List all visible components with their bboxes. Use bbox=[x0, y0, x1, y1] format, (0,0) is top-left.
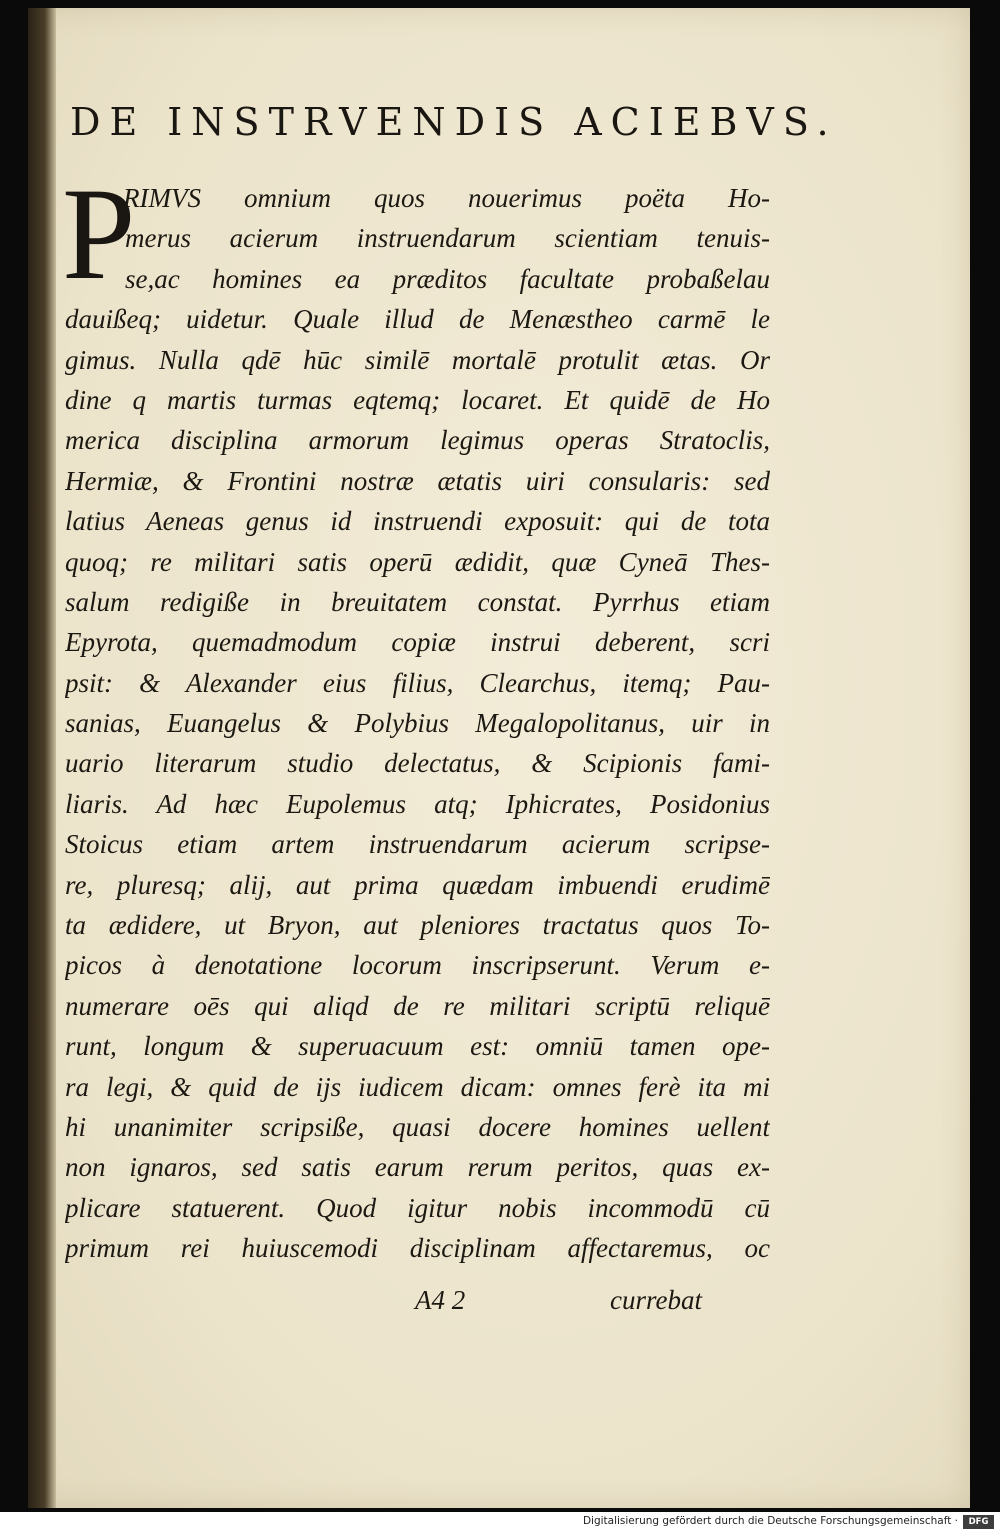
text-line: Stoicus etiam artem instruendarum acierum scripse- bbox=[65, 829, 770, 860]
text-line: sanias, Euangelus & Polybius Megalopolitanus, uir in bbox=[65, 708, 770, 739]
text-line: Epyrota, quemadmodum copiæ instrui deberent, scri bbox=[65, 627, 770, 658]
page-gutter bbox=[28, 8, 56, 1508]
body-text bbox=[65, 178, 770, 1269]
digitization-footer bbox=[0, 1512, 1000, 1533]
text-line: latius Aeneas genus id instruendi exposuit: qui de tota bbox=[65, 506, 770, 537]
signature-mark: A4 2 bbox=[415, 1285, 466, 1315]
drop-cap: P bbox=[62, 160, 136, 307]
text-line: dine q martis turmas eqtemq; locaret. Et quidē de Ho bbox=[65, 384, 770, 415]
text-line: non ignaros, sed satis earum rerum peritos, quas ex- bbox=[65, 1152, 770, 1183]
text-line: quoq; re militari satis operū ædidit, quæ Cyneā Thes- bbox=[65, 546, 770, 577]
text-line: merica disciplina armorum legimus operas Stratoclis, bbox=[65, 425, 770, 456]
text-line: RIMVS omnium quos nouerimus poëta Ho- bbox=[123, 183, 770, 213]
text-line: gimus. Nulla qdē hūc similē mortalē protulit ætas. Or bbox=[65, 344, 770, 375]
text-line: dauißeq; uidetur. Quale illud de Menæstheo carmē le bbox=[65, 304, 770, 335]
text-line: liaris. Ad hæc Eupolemus atq; Iphicrates, Posidonius bbox=[65, 788, 770, 819]
text-line: Hermiæ, & Frontini nostræ ætatis uiri consularis: sed bbox=[65, 465, 770, 496]
text-line: ra legi, & quid de ijs iudicem dicam: omnes ferè ita mi bbox=[65, 1071, 770, 1102]
dfg-logo: DFG bbox=[963, 1515, 994, 1529]
text-line: salum redigiße in breuitatem constat. Pyrrhus etiam bbox=[65, 586, 770, 617]
catchword: currebat bbox=[610, 1285, 702, 1315]
text-line: re, pluresq; alij, aut prima quædam imbuendi erudimē bbox=[65, 869, 770, 900]
text-line: psit: & Alexander eius filius, Clearchus, itemq; Pau- bbox=[65, 667, 770, 698]
text-line: se,ac homines ea præditos facultate probaßelau bbox=[125, 263, 770, 294]
text-line: uario literarum studio delectatus, & Scipionis fami- bbox=[65, 748, 770, 779]
running-head: DE INSTRVENDIS ACIEBVS. bbox=[70, 100, 838, 144]
text-line: plicare statuerent. Quod igitur nobis incommodū cū bbox=[65, 1192, 770, 1223]
text-line: runt, longum & superuacuum est: omniū tamen ope- bbox=[65, 1031, 770, 1062]
text-line: primum rei huiuscemodi disciplinam affectaremus, oc bbox=[65, 1233, 770, 1264]
text-line: picos à denotatione locorum inscripserunt. Verum e- bbox=[65, 950, 770, 981]
page-foot bbox=[65, 1285, 770, 1325]
text-line: hi unanimiter scripsiße, quasi docere homines uellent bbox=[65, 1111, 770, 1142]
text-line: ta ædidere, ut Bryon, aut pleniores tractatus quos To- bbox=[65, 910, 770, 941]
footer-credit: Digitalisierung gefördert durch die Deutsche Forschungsgemeinschaft · bbox=[582, 1515, 958, 1527]
text-line: merus acierum instruendarum scientiam tenuis- bbox=[125, 223, 770, 254]
text-line: numerare oēs qui aliqd de re militari scriptū reliquē bbox=[65, 990, 770, 1021]
